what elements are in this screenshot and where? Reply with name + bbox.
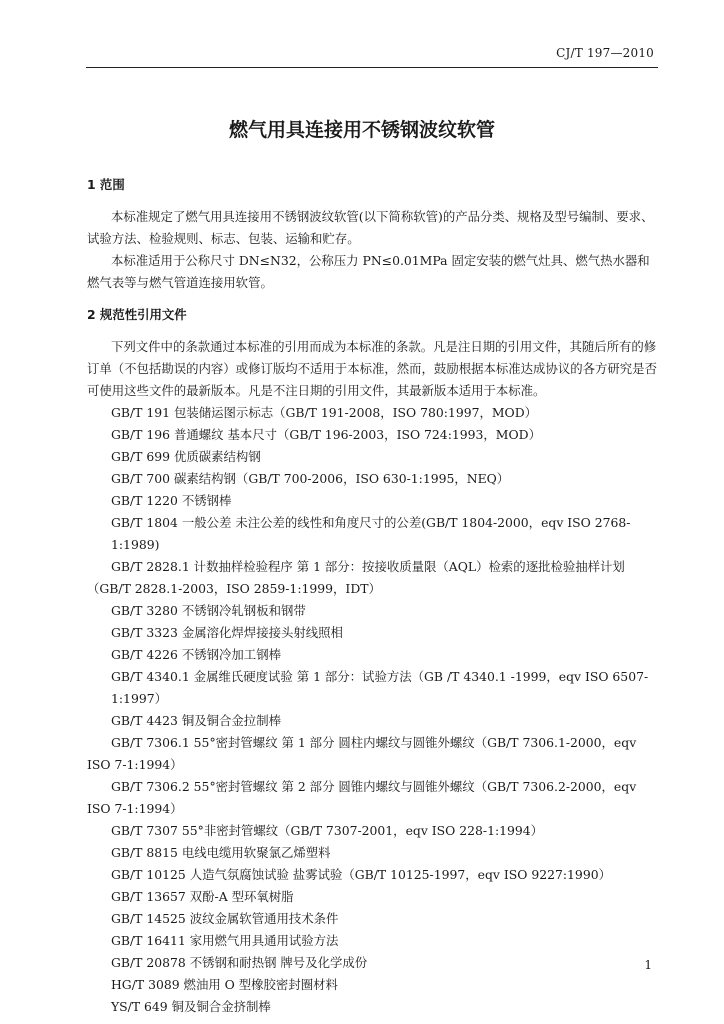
standard-code: CJ/T 197—2010 <box>556 46 654 60</box>
reference-item <box>87 820 659 842</box>
reference-item <box>87 974 659 996</box>
reference-item <box>87 644 659 666</box>
scope-paragraph-1: 本标准规定了燃气用具连接用不锈钢波纹软管(以下简称软管)的产品分类、规格及型号编制、要求、试验方法、检验规则、标志、包装、运输和贮存。 <box>87 209 654 246</box>
document-title: 燃气用具连接用不锈钢波纹软管 <box>228 119 495 141</box>
reference-text: GB/T 196 普通螺纹 基本尺寸（GB/T 196-2003，ISO 724:1993，MOD） <box>111 427 541 442</box>
reference-text: GB/T 10125 人造气氛腐蚀试验 盐雾试验（GB/T 10125-1997，eqv ISO 9227:1990） <box>111 867 611 882</box>
reference-item <box>87 930 659 952</box>
page-number: 1 <box>644 958 652 972</box>
reference-text: GB/T 13657 双酚-A 型环氧树脂 <box>111 889 294 904</box>
reference-item <box>87 490 659 512</box>
reference-item <box>87 952 659 974</box>
reference-text: YS/T 649 铜及铜合金挤制棒 <box>111 999 271 1014</box>
reference-item <box>87 996 659 1018</box>
reference-item <box>87 600 659 622</box>
references-intro: 下列文件中的条款通过本标准的引用而成为本标准的条款。凡是注日期的引用文件，其随后所有的修订单（不包括勘误的内容）或修订版均不适用于本标准，然而，鼓励根据本标准达成协议的各方研究是否可使用这些文件的最新版本。凡是不注日期的引用文件，其最新版本适用于本标准。 <box>87 339 657 398</box>
reference-item <box>87 842 659 864</box>
reference-text: GB/T 4340.1 金属维氏硬度试验 第 1 部分：试验方法（GB /T 4340.1 -1999，eqv ISO 6507-1:1997） <box>111 669 649 706</box>
reference-text: GB/T 7307 55°非密封管螺纹（GB/T 7307-2001，eqv ISO 228-1:1994） <box>111 823 544 838</box>
reference-item <box>87 864 659 886</box>
reference-text: GB/T 3280 不锈钢冷轧钢板和钢带 <box>111 603 306 618</box>
reference-continuation: ISO 7-1:1994） <box>87 801 183 816</box>
reference-text: GB/T 2828.1 计数抽样检验程序 第 1 部分：按接收质量限（AQL）检索的逐批检验抽样计划 <box>111 559 625 574</box>
reference-item <box>87 908 659 930</box>
document-body <box>87 174 659 1018</box>
reference-item <box>87 622 659 644</box>
reference-text: GB/T 4226 不锈钢冷加工钢棒 <box>111 647 281 662</box>
reference-text: GB/T 8815 电线电缆用软聚氯乙烯塑料 <box>111 845 331 860</box>
reference-text: GB/T 3323 金属溶化焊焊接接头射线照相 <box>111 625 343 640</box>
reference-item <box>87 556 659 600</box>
reference-text: GB/T 16411 家用燃气用具通用试验方法 <box>111 933 339 948</box>
reference-text: GB/T 20878 不锈钢和耐热钢 牌号及化学成份 <box>111 955 368 970</box>
section-heading-scope: 1 范围 <box>87 177 125 192</box>
reference-text: GB/T 1220 不锈钢棒 <box>111 493 232 508</box>
reference-text: GB/T 4423 铜及铜合金拉制棒 <box>111 713 281 728</box>
scope-paragraph-2: 本标准适用于公称尺寸 DN≤N32，公称压力 PN≤0.01MPa 固定安装的燃气灶具、燃气热水器和燃气表等与燃气管道连接用软管。 <box>87 253 650 290</box>
reference-item <box>87 402 659 424</box>
section-heading-references: 2 规范性引用文件 <box>87 307 187 322</box>
reference-item <box>87 446 659 468</box>
reference-item <box>87 666 659 710</box>
reference-continuation: ISO 7-1:1994） <box>87 757 183 772</box>
reference-text: GB/T 14525 波纹金属软管通用技术条件 <box>111 911 339 926</box>
reference-item <box>87 710 659 732</box>
reference-item <box>87 776 659 820</box>
reference-text: GB/T 7306.2 55°密封管螺纹 第 2 部分 圆锥内螺纹与圆锥外螺纹（GB/T 7306.2-2000，eqv <box>111 779 637 794</box>
reference-text: GB/T 191 包装储运图示标志（GB/T 191-2008，ISO 780:1997，MOD） <box>111 405 538 420</box>
reference-text: GB/T 700 碳素结构钢（GB/T 700-2006，ISO 630-1:1995，NEQ） <box>111 471 510 486</box>
header-rule <box>86 67 658 68</box>
reference-item <box>87 468 659 490</box>
reference-item <box>87 732 659 776</box>
reference-list <box>87 402 659 1018</box>
reference-text: GB/T 7306.1 55°密封管螺纹 第 1 部分 圆柱内螺纹与圆锥外螺纹（GB/T 7306.1-2000，eqv <box>111 735 637 750</box>
reference-item <box>87 886 659 908</box>
reference-item <box>87 424 659 446</box>
reference-item <box>87 512 659 556</box>
reference-continuation: （GB/T 2828.1-2003，ISO 2859-1:1999，IDT） <box>87 581 381 596</box>
reference-text: HG/T 3089 燃油用 O 型橡胶密封圈材料 <box>111 977 338 992</box>
reference-text: GB/T 1804 一般公差 未注公差的线性和角度尺寸的公差(GB/T 1804-2000，eqv ISO 2768-1:1989) <box>111 515 631 552</box>
reference-text: GB/T 699 优质碳素结构钢 <box>111 449 261 464</box>
